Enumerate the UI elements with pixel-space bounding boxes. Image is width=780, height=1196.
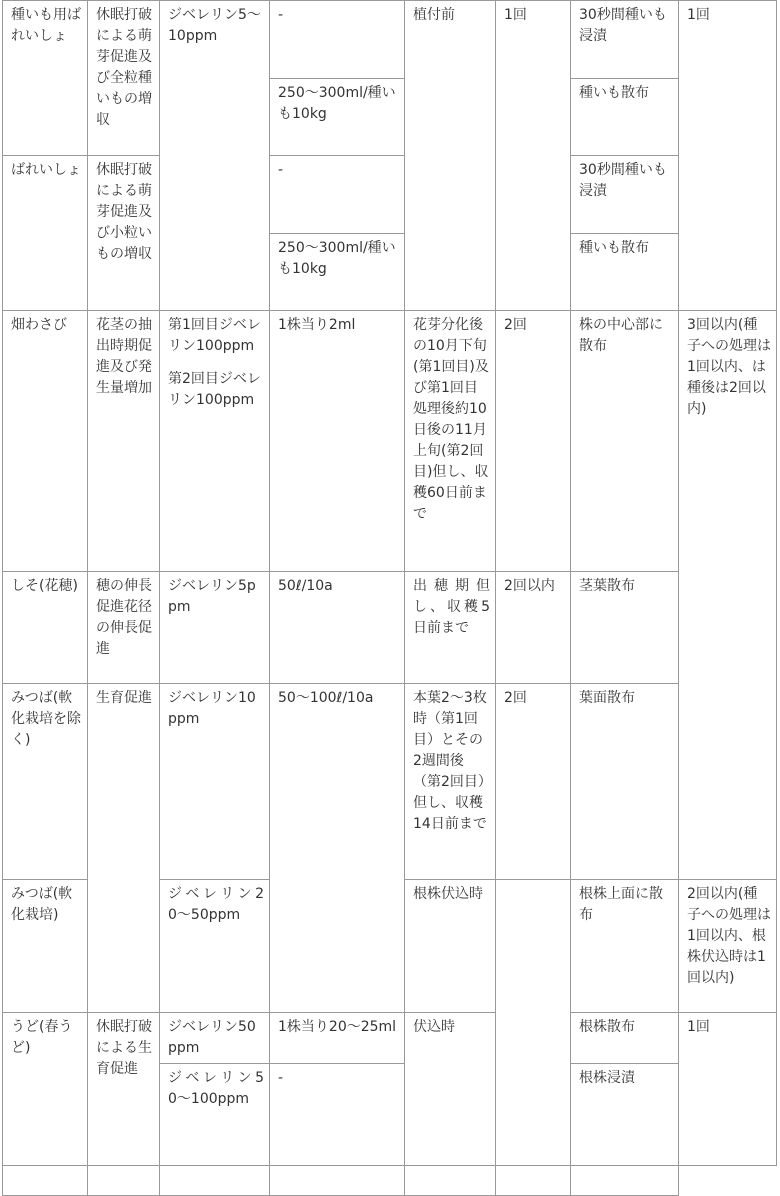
table-cell bbox=[88, 1166, 160, 1196]
total-times-cell: 1回 bbox=[679, 1013, 777, 1166]
concentration-cell: ジベレリン20〜50ppm bbox=[160, 880, 270, 1013]
gibberellin-usage-table bbox=[2, 0, 777, 1196]
total-times-cell: 2回以内(種子への処理は1回以内、根株伏込時は1回以内) bbox=[679, 880, 777, 1013]
amount-cell: 250〜300ml/種いも10kg bbox=[270, 234, 405, 311]
table-row bbox=[3, 1, 777, 79]
table-cell bbox=[160, 1166, 270, 1196]
method-cell: 葉面散布 bbox=[571, 684, 679, 880]
concentration-cell bbox=[160, 311, 270, 572]
table-row bbox=[3, 684, 777, 880]
crop-cell: ばれいしょ bbox=[3, 156, 88, 311]
crop-cell: 種いも用ばれいしょ bbox=[3, 1, 88, 156]
table-cell bbox=[3, 1166, 88, 1196]
concentration-first: 第1回目ジベレリン100ppm bbox=[168, 317, 261, 354]
table-cell bbox=[270, 1166, 405, 1196]
amount-cell: 1株当り20〜25ml bbox=[270, 1013, 405, 1064]
amount-cell: - bbox=[270, 156, 405, 234]
times-cell bbox=[496, 880, 571, 1166]
purpose-cell: 穂の伸長促進花径の伸長促進 bbox=[88, 572, 160, 684]
purpose-cell: 休眠打破による萌芽促進及び小粒いもの増収 bbox=[88, 156, 160, 311]
crop-cell: うど(春うど) bbox=[3, 1013, 88, 1166]
method-cell: 株の中心部に散布 bbox=[571, 311, 679, 572]
concentration-cell: ジベレリン5ppm bbox=[160, 572, 270, 684]
method-cell: 根株散布 bbox=[571, 1013, 679, 1064]
amount-cell: 250〜300ml/種いも10kg bbox=[270, 79, 405, 156]
amount-cell: 50〜100ℓ/10a bbox=[270, 684, 405, 1013]
timing-cell: 植付前 bbox=[405, 1, 496, 311]
method-cell: 根株浸漬 bbox=[571, 1064, 679, 1166]
table-row bbox=[3, 156, 777, 234]
timing-cell: 根株伏込時 bbox=[405, 880, 496, 1013]
timing-cell: 花芽分化後の10月下旬(第1回目)及び第1回目処理後約10日後の11月上旬(第2回目)但し、収穫60日前まで bbox=[405, 311, 496, 572]
timing-cell: 本葉2〜3枚時（第1回目）とその2週間後（第2回目）但し、収穫14日前まで bbox=[405, 684, 496, 880]
table-row bbox=[3, 311, 777, 572]
amount-cell: 50ℓ/10a bbox=[270, 572, 405, 684]
method-cell: 30秒間種いも浸漬 bbox=[571, 156, 679, 234]
crop-cell: みつば(軟化栽培を除く) bbox=[3, 684, 88, 880]
method-cell: 茎葉散布 bbox=[571, 572, 679, 684]
concentration-cell: ジベレリン50〜100ppm bbox=[160, 1064, 270, 1166]
method-cell: 30秒間種いも浸漬 bbox=[571, 1, 679, 79]
times-cell: 2回 bbox=[496, 311, 571, 572]
table-cell bbox=[405, 1166, 496, 1196]
times-cell: 1回 bbox=[496, 1, 571, 311]
table-cell bbox=[496, 1166, 571, 1196]
total-times-cell: 3回以内(種子への処理は1回以内、は種後は2回以内) bbox=[679, 311, 777, 880]
method-cell: 根株上面に散布 bbox=[571, 880, 679, 1013]
purpose-cell: 花茎の抽出時期促進及び発生量増加 bbox=[88, 311, 160, 572]
amount-cell: - bbox=[270, 1, 405, 79]
table-cell bbox=[571, 1166, 679, 1196]
concentration-cell: ジベレリン5〜10ppm bbox=[160, 1, 270, 311]
crop-cell: しそ(花穂) bbox=[3, 572, 88, 684]
crop-cell: みつば(軟化栽培) bbox=[3, 880, 88, 1013]
purpose-cell: 休眠打破による萌芽促進及び全粒種いもの増収 bbox=[88, 1, 160, 156]
method-cell: 種いも散布 bbox=[571, 234, 679, 311]
concentration-cell: ジベレリン10ppm bbox=[160, 684, 270, 880]
method-cell: 種いも散布 bbox=[571, 79, 679, 156]
concentration-second: 第2回目ジベレリン100ppm bbox=[168, 371, 261, 408]
times-cell: 2回以内 bbox=[496, 572, 571, 684]
amount-cell: 1株当り2ml bbox=[270, 311, 405, 572]
table-row bbox=[3, 1166, 777, 1196]
times-cell: 2回 bbox=[496, 684, 571, 880]
total-times-cell: 1回 bbox=[679, 1, 777, 311]
table-row bbox=[3, 572, 777, 684]
timing-cell: 出穂期但し、収穫5日前まで bbox=[405, 572, 496, 684]
purpose-cell: 生育促進 bbox=[88, 684, 160, 1013]
table-row bbox=[3, 1013, 777, 1064]
concentration-cell: ジベレリン50ppm bbox=[160, 1013, 270, 1064]
timing-cell: 伏込時 bbox=[405, 1013, 496, 1166]
purpose-cell: 休眠打破による生育促進 bbox=[88, 1013, 160, 1166]
amount-cell: - bbox=[270, 1064, 405, 1166]
crop-cell: 畑わさび bbox=[3, 311, 88, 572]
